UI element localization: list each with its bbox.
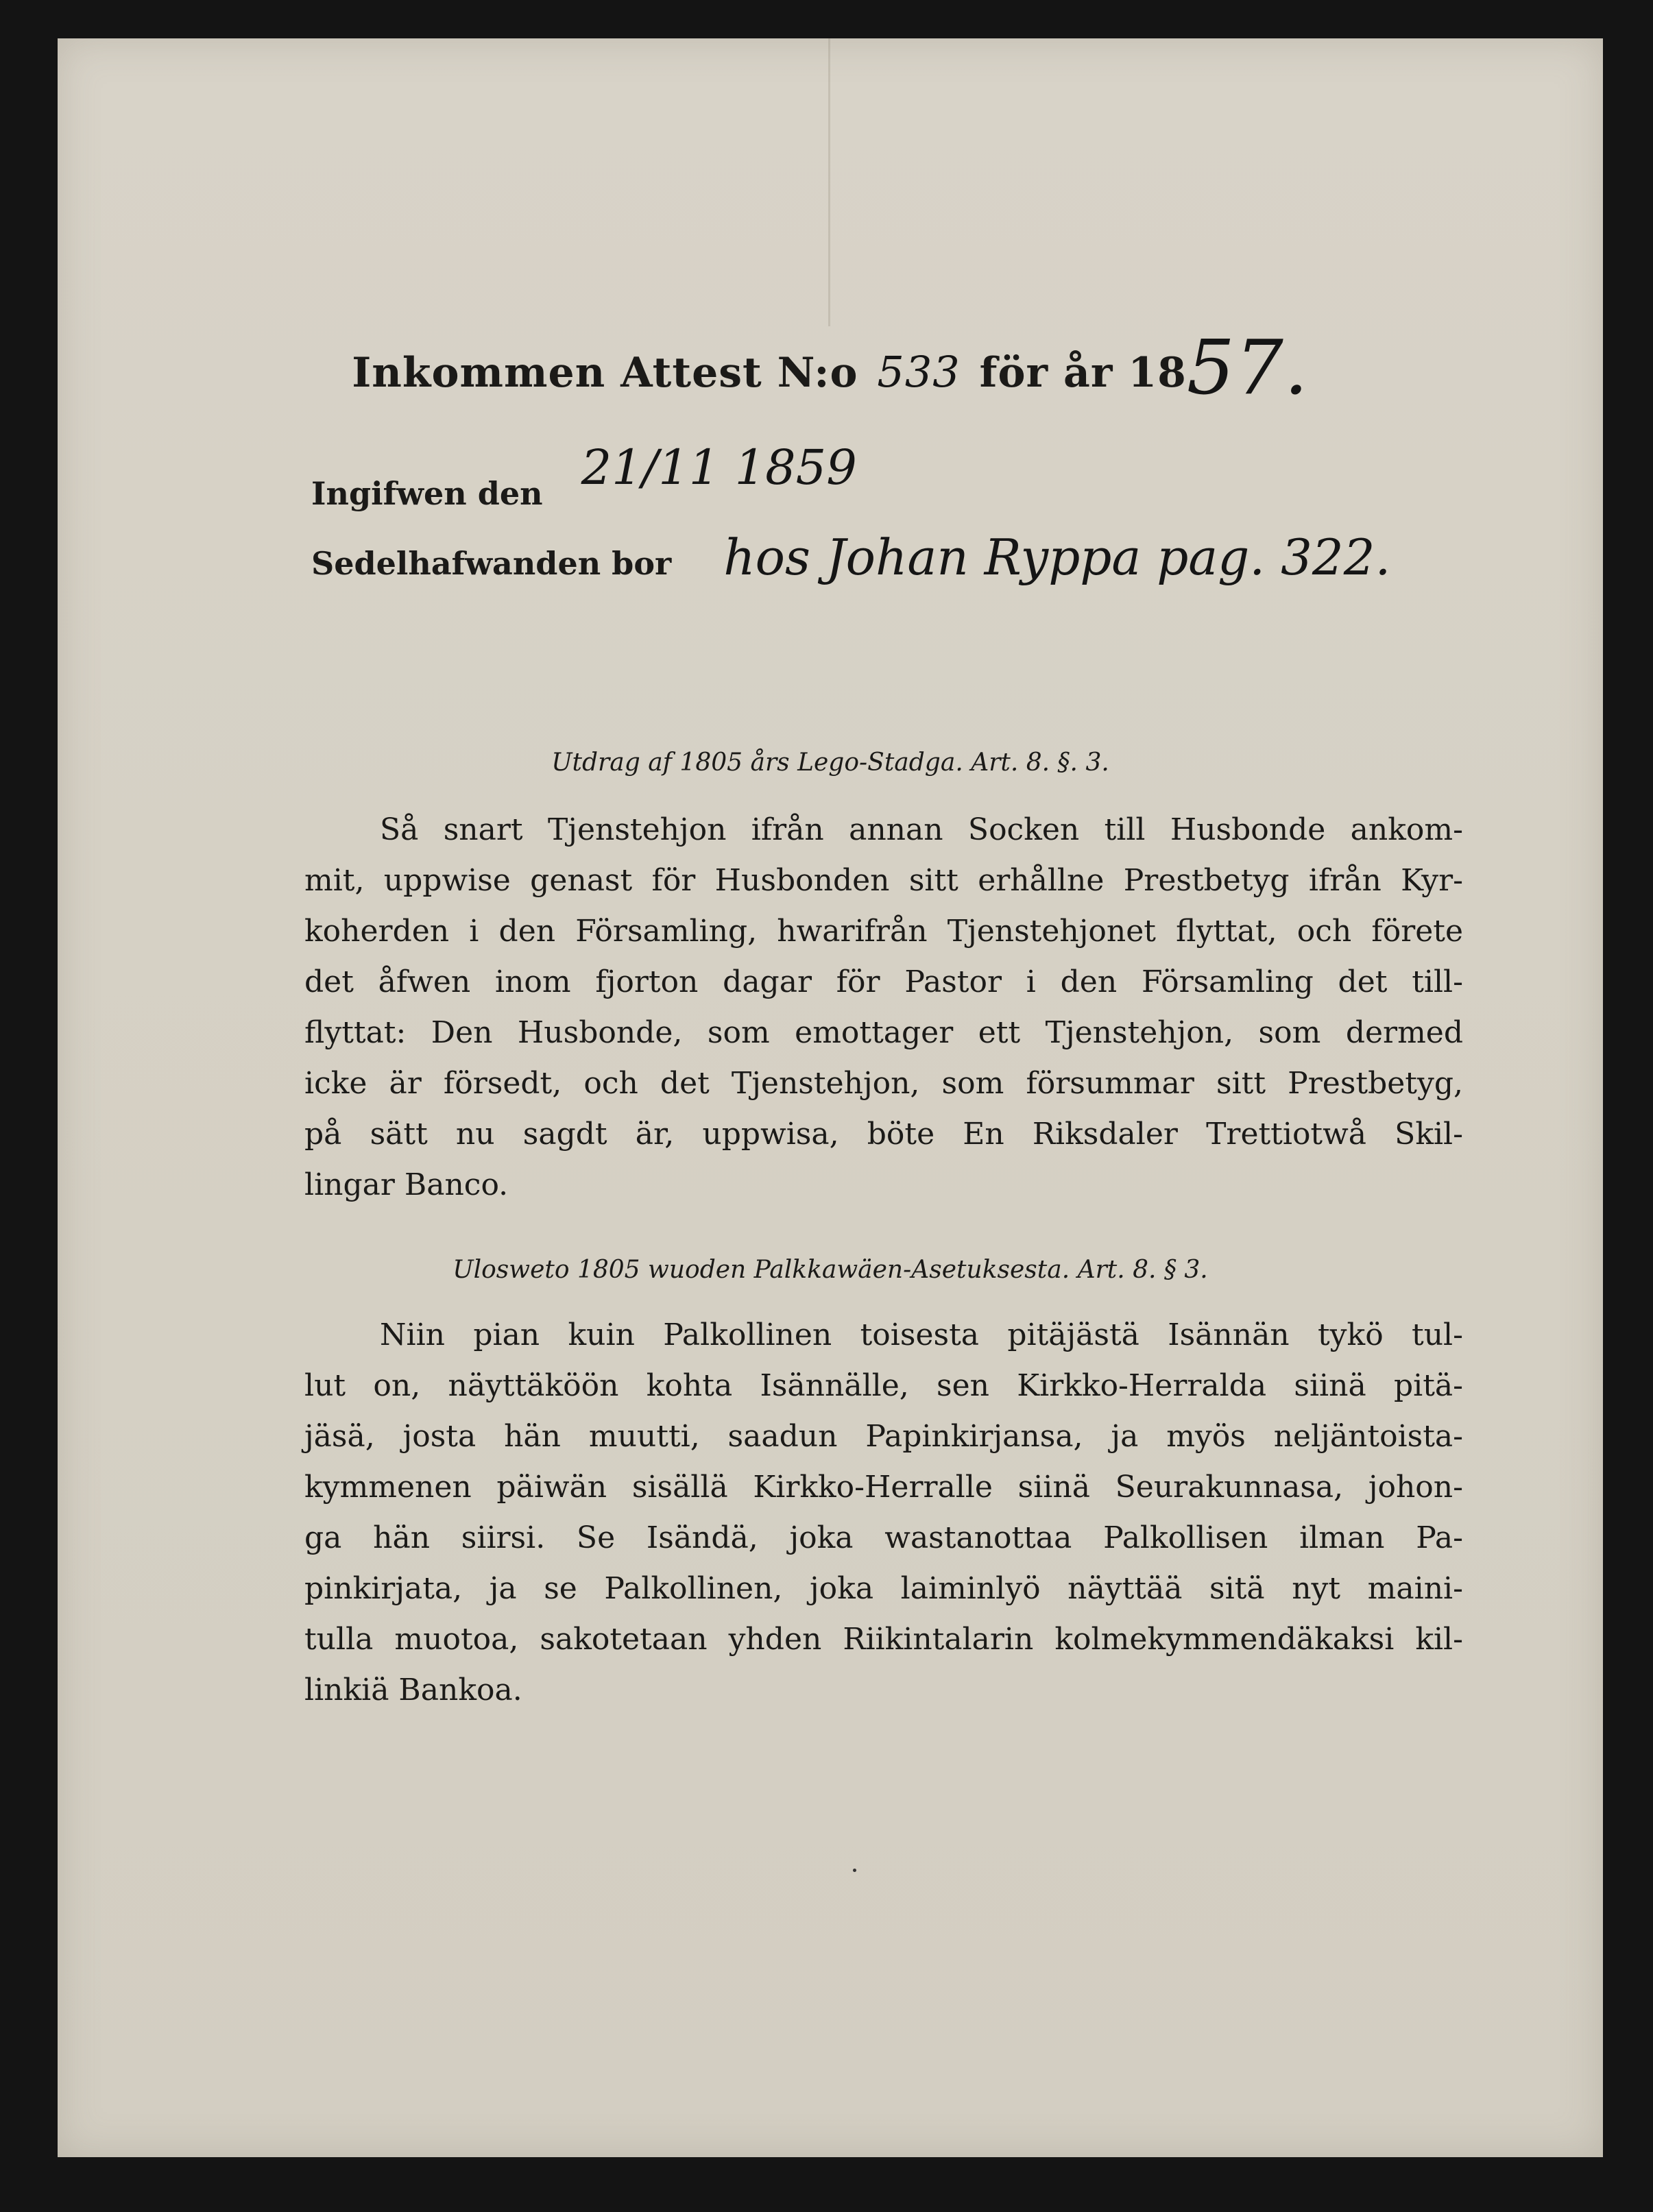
submitted-date-value: 21/11 1859 (581, 439, 857, 496)
submitted-date-label: Ingifwen den (311, 475, 543, 512)
paragraph-line: det åfwen inom fjorton dagar för Pastor i den Församling det till- (304, 964, 1463, 999)
paragraph-line: lingar Banco. (304, 1167, 509, 1202)
paragraph-line: flyttat: Den Husbonde, som emottager ett Tjenstehjon, som dermed (304, 1015, 1463, 1050)
ink-speck (853, 1869, 856, 1872)
submitted-date-field (311, 439, 857, 516)
residence-value: hos Johan Ryppa pag. 322. (723, 528, 1391, 586)
heading-printed-year-prefix: för år 18 (979, 349, 1187, 397)
paragraph-line: icke är försedt, och det Tjenstehjon, som försummar sitt Prestbetyg, (304, 1066, 1463, 1101)
swedish-section-title: Utdrag af 1805 års Lego-Stadga. Art. 8. §. 3. (551, 749, 1109, 777)
residence-field (311, 528, 1390, 586)
attest-heading (58, 324, 1603, 411)
paragraph-line: linkiä Bankoa. (304, 1673, 522, 1707)
fold-crease (828, 38, 830, 326)
finnish-paragraph (304, 1310, 1463, 1716)
paragraph-line: Så snart Tjenstehjon ifrån annan Socken till Husbonde ankom- (380, 812, 1463, 847)
document-sheet (58, 38, 1603, 2157)
swedish-paragraph (304, 805, 1463, 1211)
paragraph-line: Niin pian kuin Palkollinen toisesta pitäjästä Isännän tykö tul- (380, 1317, 1463, 1352)
paragraph-line: pinkirjata, ja se Palkollinen, joka laiminlyö näyttää sitä nyt maini- (304, 1571, 1463, 1606)
paragraph-line: kymmenen päiwän sisällä Kirkko-Herralle siinä Seurakunnasa, johon- (304, 1470, 1463, 1505)
paragraph-line: koherden i den Församling, hwarifrån Tjenstehjonet flyttat, och förete (304, 914, 1463, 949)
residence-label: Sedelhafwanden bor (311, 545, 672, 582)
finnish-section-title: Ulosweto 1805 wuoden Palkkawäen-Asetuksesta. Art. 8. § 3. (453, 1256, 1208, 1284)
paragraph-line: mit, uppwise genast för Husbonden sitt erhållne Prestbetyg ifrån Kyr- (304, 863, 1463, 898)
paragraph-line: ga hän siirsi. Se Isändä, joka wastanottaa Palkollisen ilman Pa- (304, 1520, 1463, 1555)
paragraph-line: på sätt nu sagdt är, uppwisa, böte En Riksdaler Trettiotwå Skil- (304, 1117, 1463, 1152)
year-handwritten: 57. (1186, 324, 1309, 411)
paragraph-line: jäsä, josta hän muutti, saadun Papinkirjansa, ja myös neljäntoista- (304, 1419, 1463, 1454)
attest-number-handwritten: 533 (877, 347, 961, 397)
heading-printed-prefix: Inkommen Attest N:o (352, 349, 858, 397)
paragraph-line: lut on, näyttäköön kohta Isännälle, sen Kirkko-Herralda siinä pitä- (304, 1368, 1463, 1403)
paragraph-line: tulla muotoa, sakotetaan yhden Riikintalarin kolmekymmendäkaksi kil- (304, 1622, 1463, 1657)
